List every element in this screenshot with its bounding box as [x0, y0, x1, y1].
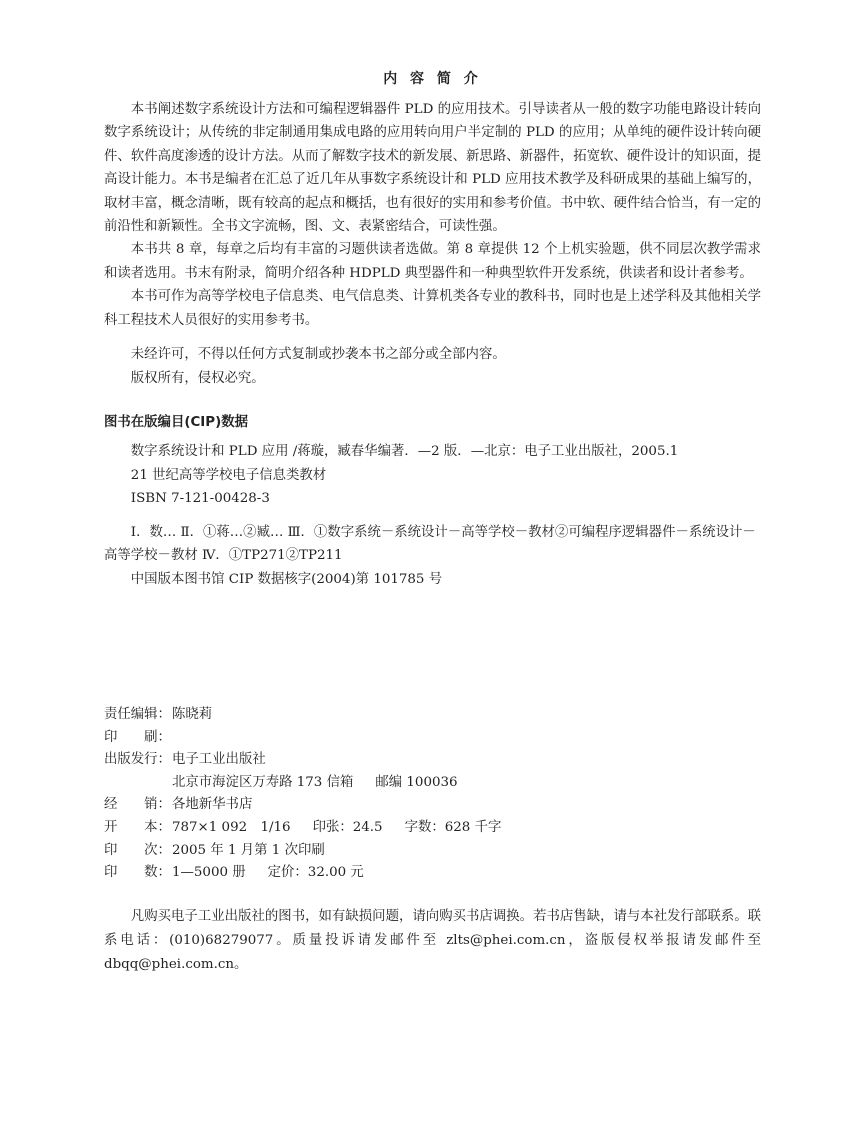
cip-classification: Ⅰ．数… Ⅱ．①蒋…②臧… Ⅲ．①数字系统－系统设计－高等学校－教材②可编程序逻辑器件－系统设计－高等学校－教材 Ⅳ．①TP271②TP211: [104, 524, 756, 563]
footer-text: 凡购买电子工业出版社的图书，如有缺损问题，请向购买书店调换。若书店售缺，请与本社发行部联系。联系电话：(010)68279077。质量投诉请发邮件至 zlts@phei.com.cn，盗版侵权举报请发邮件至 dbqq@phei.com.cn。: [104, 909, 761, 972]
warning-line: 版权所有，侵权必究。: [130, 371, 265, 386]
copyright-warning: [104, 343, 761, 391]
credit-format: [104, 817, 501, 840]
cip-record: 中国版本图书馆 CIP 数据核字(2004)第 101785 号: [130, 571, 443, 587]
address-text: 北京市海淀区万寿路 173 信箱: [172, 774, 354, 790]
credit-address: [104, 772, 501, 795]
cip-line: 数字系统设计和 PLD 应用 /蒋璇，臧春华编著．—2 版．—北京：电子工业出版社，2005.1: [130, 444, 679, 459]
cip-data: [104, 440, 761, 591]
credit-value: 电子工业出版社: [172, 752, 266, 768]
credit-value: 2005 年 1 月第 1 次印刷: [172, 842, 325, 858]
credit-distributor: [104, 794, 501, 817]
credit-printer: [104, 727, 501, 750]
credit-publisher: [104, 749, 501, 772]
summary-text: [104, 98, 761, 332]
price-text: 定价：32.00 元: [267, 865, 364, 881]
publication-credits: [104, 704, 501, 885]
postcode-text: 邮编 100036: [375, 774, 458, 790]
credit-value: 各地新华书店: [172, 797, 253, 813]
print-count-value: 1—5000 册: [172, 865, 246, 881]
credit-label: 印 刷：: [104, 729, 171, 745]
credit-label: 责任编辑：: [104, 707, 171, 722]
credit-value: 陈晓莉: [172, 707, 213, 722]
credit-label: 出版发行：: [104, 752, 171, 768]
summary-paragraph: 本书共 8 章，每章之后均有丰富的习题供读者选做。第 8 章提供 12 个上机实验题，供不同层次教学需求和读者选用。书末有附录，简明介绍各种 HDPLD 典型器件和一种典型软件开发系统，供读者和设计者参考。: [104, 242, 761, 281]
cip-heading: 图书在版编目(CIP)数据: [104, 415, 248, 430]
credit-editor: [104, 704, 501, 727]
credit-label: 印 数：: [104, 865, 171, 881]
credit-label: 印 次：: [104, 842, 171, 858]
summary-heading: 内 容 简 介: [383, 71, 482, 87]
warning-line: 未经许可，不得以任何方式复制或抄袭本书之部分或全部内容。: [130, 347, 506, 362]
format-words: 字数：628 千字: [404, 819, 502, 835]
format-sheets: 印张：24.5: [312, 819, 383, 835]
footer-notice: [104, 905, 761, 977]
credit-label: 经 销：: [104, 797, 171, 813]
cip-line: ISBN 7-121-00428-3: [130, 491, 270, 506]
format-size: 787×1 092 1/16: [172, 819, 291, 835]
credit-edition: [104, 840, 501, 863]
credit-print-count: [104, 862, 501, 885]
credit-label: 开 本：: [104, 819, 171, 835]
summary-paragraph: 本书阐述数字系统设计方法和可编程逻辑器件 PLD 的应用技术。引导读者从一般的数字功能电路设计转向数字系统设计；从传统的非定制通用集成电路的应用转向用户半定制的 PLD 的应用；从单纯的硬件设计转向硬件、软件高度渗透的设计方法。从而了解数字技术的新发展、新思路、新器件，拓宽软、硬件设计的知识面，提高设计能力。本书是编者在汇总了近几年从事数字系统设计和 PLD 应用技术教学及科研成果的基础上编写的，取材丰富，概念清晰，既有较高的起点和概括，也有很好的实用和参考价值。书中软、硬件结合恰当，有一定的前沿性和新颖性。全书文字流畅，图、文、表紧密结合，可读性强。: [104, 102, 761, 235]
cip-line: 21 世纪高等学校电子信息类教材: [130, 467, 327, 483]
summary-paragraph: 本书可作为高等学校电子信息类、电气信息类、计算机类各专业的教科书，同时也是上述学科及其他相关学科工程技术人员很好的实用参考书。: [104, 289, 761, 328]
